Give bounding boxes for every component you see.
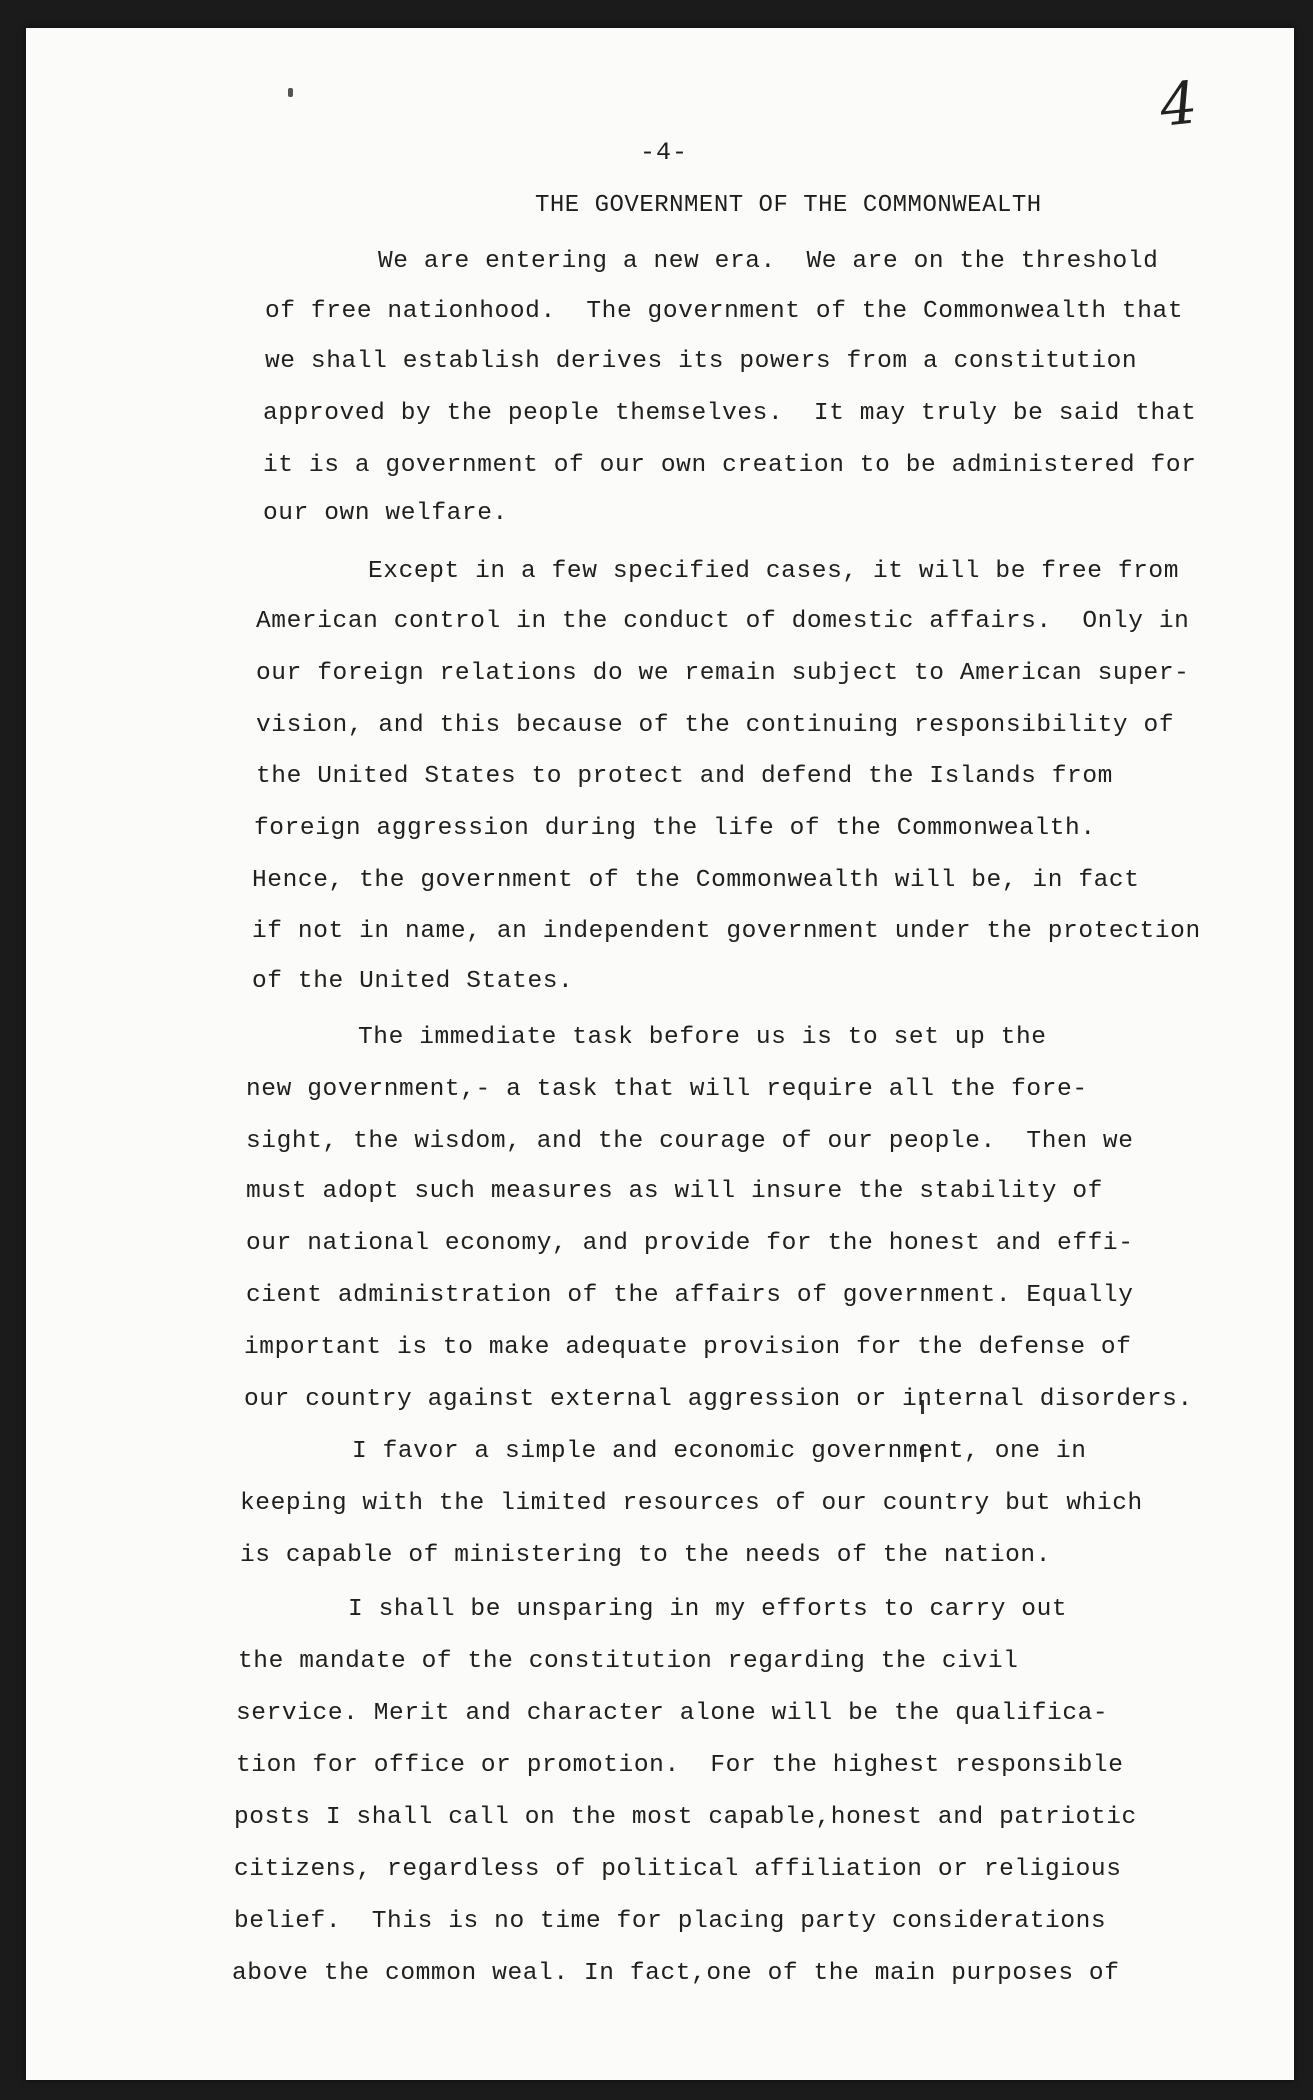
text-line: cient administration of the affairs of government. Equally [246, 1282, 1134, 1309]
text-line: above the common weal. In fact,one of the main purposes of [232, 1960, 1120, 1987]
paper-speck [288, 88, 293, 97]
text-line: posts I shall call on the most capable,honest and patriotic [234, 1804, 1137, 1831]
text-line: tion for office or promotion. For the highest responsible [236, 1752, 1124, 1779]
text-line: I favor a simple and economic government, one in [352, 1438, 1087, 1465]
handwritten-page-number: 4 [1156, 68, 1201, 140]
text-line: is capable of ministering to the needs of the nation. [240, 1542, 1052, 1569]
text-line: we shall establish derives its powers from a constitution [265, 348, 1138, 375]
text-line: must adopt such measures as will insure the stability of [246, 1178, 1103, 1205]
text-line: if not in name, an independent government under the protection [252, 918, 1201, 945]
page-number: -4- [640, 138, 689, 167]
text-line: foreign aggression during the life of the Commonwealth. [254, 815, 1096, 842]
text-line: I shall be unsparing in my efforts to carry out [348, 1596, 1068, 1623]
text-line: Except in a few specified cases, it will be free from [368, 558, 1180, 585]
text-line: keeping with the limited resources of our country but which [240, 1490, 1143, 1517]
text-line: new government,- a task that will require all the fore- [246, 1076, 1088, 1103]
page-title: THE GOVERNMENT OF THE COMMONWEALTH [535, 192, 1042, 219]
text-line: The immediate task before us is to set up the [358, 1024, 1047, 1051]
text-line: Hence, the government of the Commonwealth will be, in fact [252, 867, 1140, 894]
text-line: our national economy, and provide for the honest and effi- [246, 1230, 1134, 1257]
text-line: We are entering a new era. We are on the threshold [378, 248, 1159, 275]
text-line: American control in the conduct of domestic affairs. Only in [256, 608, 1190, 635]
text-line: belief. This is no time for placing party considerations [234, 1908, 1107, 1935]
text-line: important is to make adequate provision for the defense of [244, 1334, 1132, 1361]
text-line: the mandate of the constitution regarding the civil [238, 1648, 1019, 1675]
text-line: it is a government of our own creation to be administered for [263, 452, 1197, 479]
text-line: the United States to protect and defend the Islands from [256, 763, 1113, 790]
text-line: vision, and this because of the continuing responsibility of [256, 712, 1175, 739]
text-line: our foreign relations do we remain subject to American super- [256, 660, 1190, 687]
text-line: citizens, regardless of political affiliation or religious [234, 1856, 1122, 1883]
text-line: of the United States. [252, 968, 574, 995]
text-line: service. Merit and character alone will be the qualifica- [236, 1700, 1109, 1727]
text-line: sight, the wisdom, and the courage of our people. Then we [246, 1128, 1134, 1155]
text-line: our country against external aggression or internal disorders. [244, 1386, 1193, 1413]
text-line: approved by the people themselves. It may truly be said that [263, 400, 1197, 427]
text-line: of free nationhood. The government of the Commonwealth that [265, 298, 1184, 325]
text-line: our own welfare. [263, 500, 508, 527]
